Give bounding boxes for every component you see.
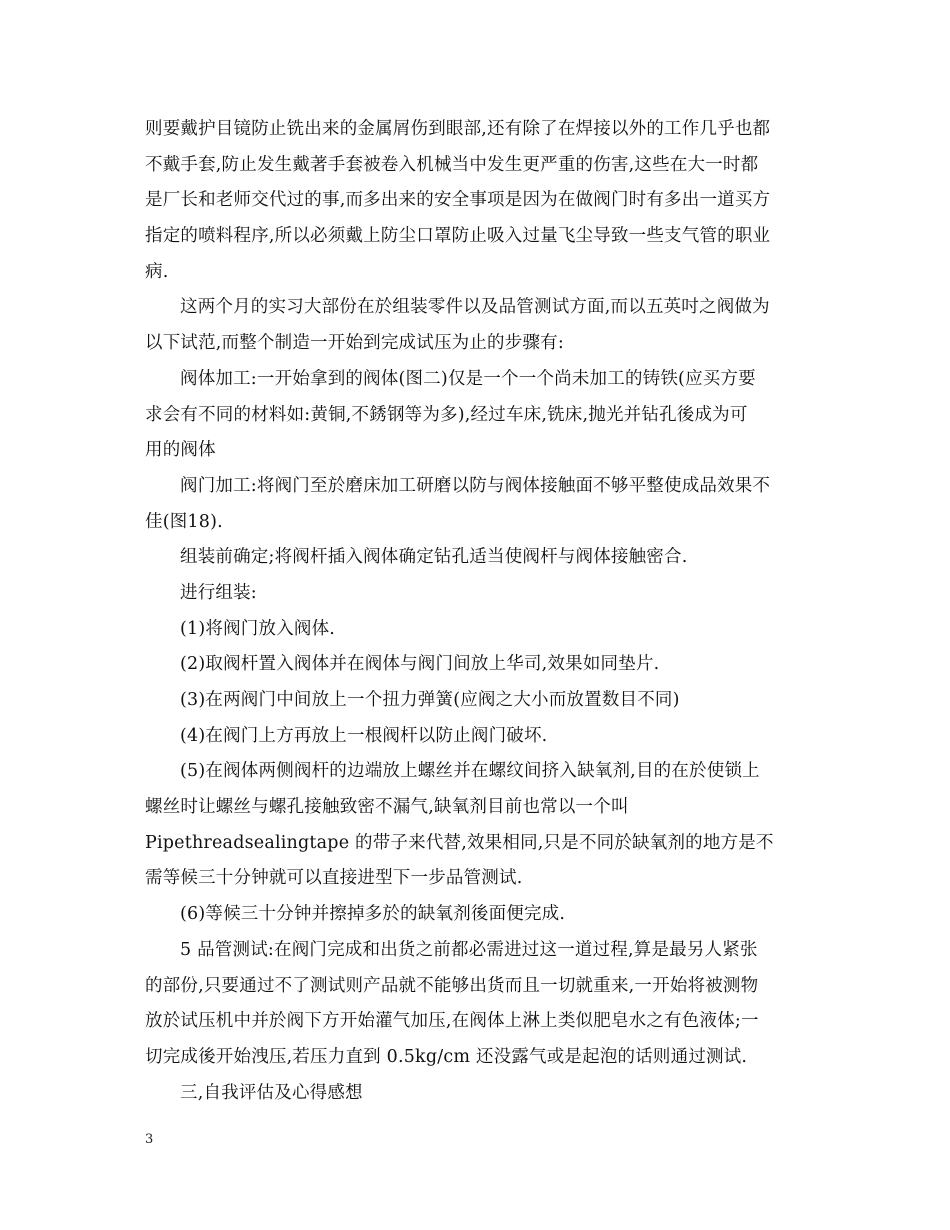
text-line: 病.: [145, 261, 169, 282]
text-line: 切完成後开始洩压,若压力直到 0.5kg/cm 还没露气或是起泡的话则通过测试.: [145, 1046, 748, 1067]
page-number: 3: [145, 1132, 154, 1147]
text-line: 需等候三十分钟就可以直接进型下一步品管测试.: [145, 868, 523, 889]
document-body: [145, 112, 810, 1111]
text-line: 的部份,只要通过不了测试则产品就不能够出货而且一切就重来,一开始将被测物: [145, 975, 759, 996]
text-line: 指定的喷料程序,所以必须戴上防尘口罩防止吸入过量飞尘导致一些支气管的职业: [145, 226, 771, 247]
text-line: Pipethreadsealingtape 的带子来代替,效果相同,只是不同於缺氧剂的地方是不: [145, 832, 774, 853]
text-line: (6)等候三十分钟并擦掉多於的缺氧剂後面便完成.: [180, 904, 566, 925]
text-line: 放於试压机中并於阀下方开始灌气加压,在阀体上淋上类似肥皂水之有色液体;一: [145, 1011, 759, 1032]
text-line: 螺丝时让螺丝与螺孔接触致密不漏气,缺氧剂目前也常以一个叫: [145, 797, 629, 818]
text-line: 是厂长和老师交代过的事,而多出来的安全事项是因为在做阀门时有多出一道买方: [145, 190, 771, 211]
text-line: (5)在阀体两侧阀杆的边端放上螺丝并在螺纹间挤入缺氧剂,目的在於使锁上: [180, 761, 760, 782]
text-line: 佳(图18).: [145, 511, 223, 532]
text-line: 求会有不同的材料如:黄铜,不銹钢等为多),经过车床,铣床,抛光并钻孔後成为可: [145, 404, 748, 425]
text-line: 5 品管测试:在阀门完成和出货之前都必需进过这一道过程,算是最另人紧张: [180, 939, 758, 960]
text-line: (1)将阀门放入阀体.: [180, 618, 336, 639]
text-line: (2)取阀杆置入阀体并在阀体与阀门间放上华司,效果如同垫片.: [180, 654, 660, 675]
text-line: (3)在两阀门中间放上一个扭力弹簧(应阀之大小而放置数目不同): [180, 690, 680, 710]
text-line: 进行组装:: [180, 582, 257, 603]
text-line: 则要戴护目镜防止铣出来的金属屑伤到眼部,还有除了在焊接以外的工作几乎也都: [145, 119, 771, 139]
text-line: 不戴手套,防止发生戴著手套被卷入机械当中发生更严重的伤害,这些在大一时都: [145, 154, 759, 175]
text-line: 以下试范,而整个制造一开始到完成试压为止的步骤有:: [145, 333, 564, 354]
text-line: 这两个月的实习大部份在於组装零件以及品管测试方面,而以五英吋之阀做为: [180, 297, 770, 318]
text-line: 组装前确定;将阀杆插入阀体确定钻孔适当使阀杆与阀体接触密合.: [180, 547, 688, 568]
text-line: 阀体加工:一开始拿到的阀体(图二)仅是一个一个尚未加工的铸铁(应买方要: [180, 368, 756, 389]
text-line: 阀门加工:将阀门至於磨床加工研磨以防与阀体接触面不够平整使成品效果不: [180, 475, 771, 496]
text-line: (4)在阀门上方再放上一根阀杆以防止阀门破坏.: [180, 725, 548, 746]
text-line: 用的阀体: [145, 440, 216, 461]
section-heading: 三,自我评估及心得感想: [180, 1082, 363, 1103]
